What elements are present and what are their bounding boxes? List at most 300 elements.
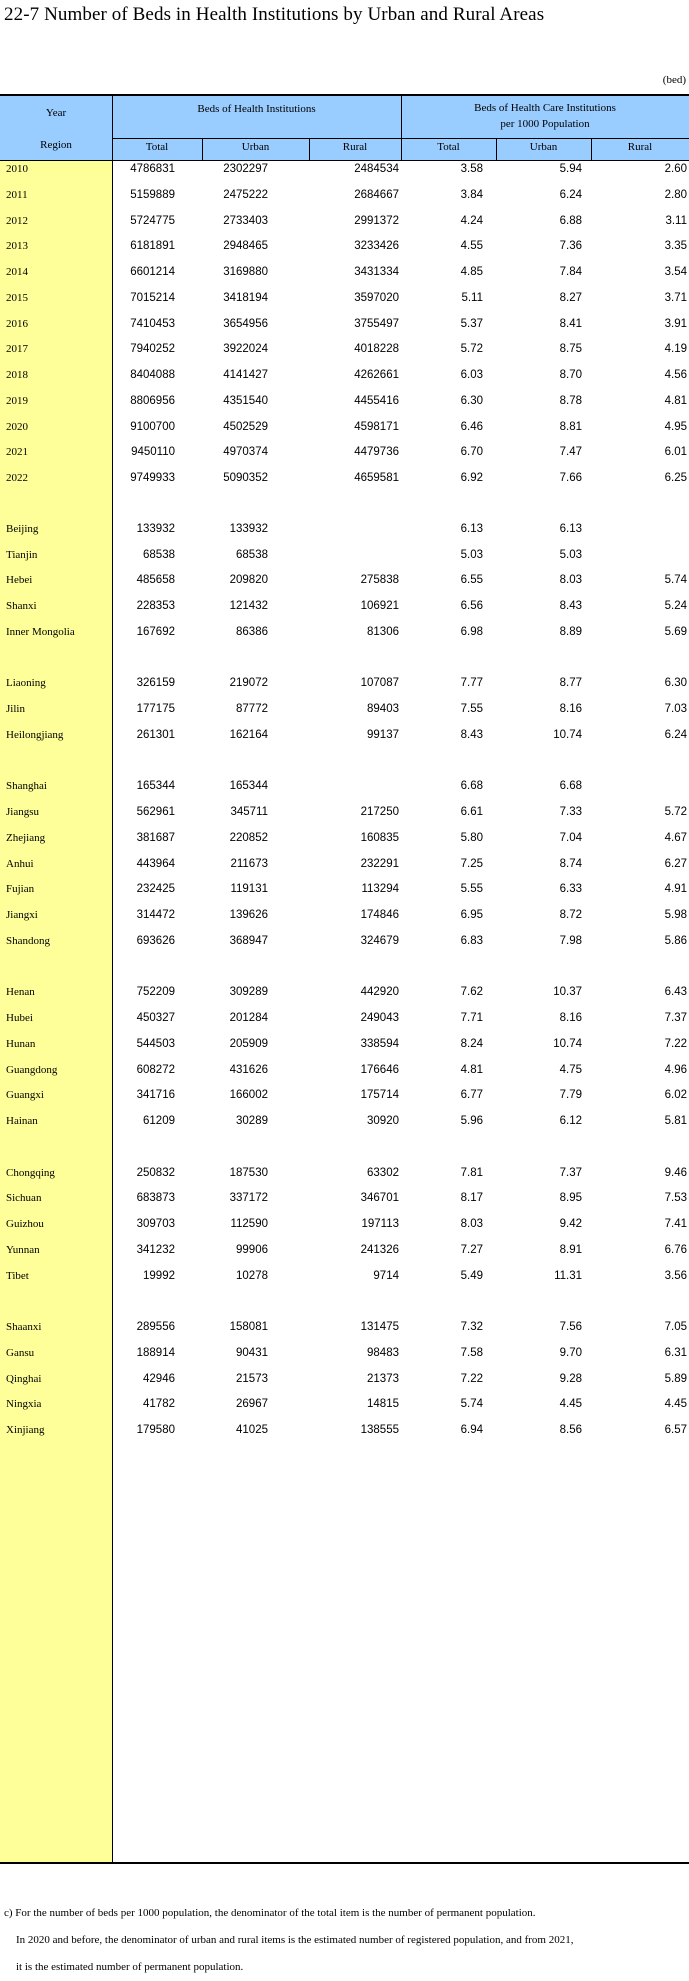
table-cell: 7.77 bbox=[460, 677, 483, 690]
table-cell: 5.74 bbox=[460, 1398, 483, 1411]
table-cell: 9450110 bbox=[131, 446, 175, 459]
table-cell: 10.74 bbox=[553, 728, 582, 741]
header-col-urban: Urban bbox=[241, 141, 270, 153]
table-cell: 3.58 bbox=[460, 163, 483, 175]
table-row bbox=[0, 288, 689, 308]
table-cell: 608272 bbox=[136, 1063, 175, 1076]
table-cell: 99906 bbox=[236, 1243, 268, 1256]
table-cell: 3418194 bbox=[223, 291, 268, 304]
table-cell: 9.46 bbox=[664, 1166, 687, 1179]
row-label: Beijing bbox=[6, 522, 39, 535]
table-cell: 6.12 bbox=[559, 1115, 582, 1127]
table-cell: 162164 bbox=[229, 728, 268, 741]
table-cell: 9100700 bbox=[130, 420, 175, 433]
table-row bbox=[0, 1317, 689, 1337]
table-cell: 4.75 bbox=[559, 1063, 582, 1076]
table-cell: 7.58 bbox=[460, 1346, 483, 1359]
table-cell: 8.75 bbox=[559, 343, 582, 356]
table-cell: 4.24 bbox=[460, 214, 483, 227]
table-cell: 232425 bbox=[136, 883, 175, 896]
table-cell: 7.98 bbox=[559, 934, 582, 947]
table-cell: 6.61 bbox=[460, 806, 483, 818]
table-cell: 219072 bbox=[229, 677, 268, 690]
row-label: Jiangxi bbox=[6, 909, 38, 921]
table-cell: 443964 bbox=[136, 857, 175, 870]
row-label: 2013 bbox=[6, 240, 28, 253]
table-cell: 6.33 bbox=[559, 883, 582, 896]
table-cell: 7.36 bbox=[559, 240, 582, 253]
table-cell: 8.81 bbox=[559, 420, 582, 433]
row-label: Hainan bbox=[6, 1115, 38, 1127]
row-label: 2011 bbox=[6, 188, 28, 201]
table-cell: 3597020 bbox=[354, 291, 399, 304]
table-cell: 338594 bbox=[360, 1037, 399, 1050]
table-cell: 177175 bbox=[136, 703, 175, 715]
table-cell: 133932 bbox=[229, 522, 268, 535]
table-row bbox=[0, 699, 689, 719]
table-cell: 7.04 bbox=[559, 831, 582, 844]
table-row bbox=[0, 1266, 689, 1286]
table-cell: 7.05 bbox=[664, 1321, 687, 1333]
table-cell: 7015214 bbox=[130, 291, 175, 304]
table-cell: 6.68 bbox=[559, 780, 582, 793]
table-cell: 41782 bbox=[143, 1398, 175, 1411]
table-cell: 8.16 bbox=[559, 703, 582, 715]
table-cell: 8.70 bbox=[559, 369, 582, 381]
table-row bbox=[0, 1060, 689, 1080]
table-row bbox=[0, 1188, 689, 1208]
row-label: Guangxi bbox=[6, 1089, 44, 1102]
table-cell: 10278 bbox=[236, 1269, 268, 1282]
table-cell: 4351540 bbox=[223, 394, 268, 407]
table-cell: 4.55 bbox=[460, 240, 483, 253]
table-cell: 7.32 bbox=[460, 1321, 483, 1333]
table-cell: 346701 bbox=[360, 1192, 399, 1205]
table-row bbox=[0, 391, 689, 411]
table-cell: 5.72 bbox=[664, 806, 687, 818]
table-cell: 6.95 bbox=[460, 909, 483, 921]
table-cell: 8.77 bbox=[559, 677, 582, 690]
table-cell: 87772 bbox=[236, 703, 268, 715]
row-label: Tibet bbox=[6, 1269, 29, 1282]
table-cell: 6.31 bbox=[664, 1346, 687, 1359]
table-cell: 3.11 bbox=[665, 214, 687, 227]
table-cell: 7.71 bbox=[460, 1012, 483, 1024]
table-cell: 249043 bbox=[360, 1012, 399, 1024]
table-cell: 6.56 bbox=[460, 600, 483, 612]
table-cell: 4455416 bbox=[354, 394, 399, 407]
table-row bbox=[0, 1343, 689, 1363]
table-cell: 7.27 bbox=[460, 1243, 483, 1256]
header-col-total: Total bbox=[145, 141, 169, 153]
row-label: Shanghai bbox=[6, 780, 47, 793]
table-cell: 6.03 bbox=[460, 369, 483, 381]
table-cell: 6.13 bbox=[559, 522, 582, 535]
table-cell: 6.88 bbox=[559, 214, 582, 227]
table-cell: 167692 bbox=[136, 625, 175, 638]
table-cell: 89403 bbox=[367, 703, 399, 715]
footnote-line: it is the estimated number of permanent population. bbox=[16, 1961, 244, 1973]
header-group-per1000-line2: per 1000 Population bbox=[500, 118, 590, 130]
header-region: Region bbox=[40, 139, 72, 151]
table-cell: 6.77 bbox=[460, 1089, 483, 1102]
table-cell: 5724775 bbox=[130, 214, 175, 227]
table-cell: 197113 bbox=[361, 1218, 399, 1230]
table-cell: 14815 bbox=[367, 1398, 399, 1411]
table-cell: 368947 bbox=[229, 934, 268, 947]
table-cell: 41025 bbox=[236, 1424, 268, 1436]
row-label: Hunan bbox=[6, 1037, 36, 1050]
table-cell: 205909 bbox=[229, 1037, 268, 1050]
row-label: Tianjin bbox=[6, 548, 38, 561]
table-cell: 7.22 bbox=[460, 1372, 483, 1385]
table-cell: 209820 bbox=[229, 574, 268, 587]
row-label: Inner Mongolia bbox=[6, 625, 75, 638]
table-row bbox=[0, 519, 689, 539]
col-divider bbox=[496, 138, 497, 160]
table-bottom-rule bbox=[0, 1862, 689, 1864]
table-cell: 326159 bbox=[136, 677, 175, 690]
table-row bbox=[0, 905, 689, 925]
table-cell: 5.81 bbox=[664, 1115, 687, 1127]
table-cell: 98483 bbox=[367, 1346, 399, 1359]
table-row bbox=[0, 211, 689, 231]
stub-divider bbox=[112, 94, 113, 1864]
table-row bbox=[0, 1085, 689, 1105]
table-cell: 61209 bbox=[143, 1115, 175, 1127]
table-cell: 10.74 bbox=[553, 1037, 582, 1050]
table-row bbox=[0, 776, 689, 796]
table-cell: 5.55 bbox=[460, 883, 483, 896]
row-label: 2012 bbox=[6, 214, 28, 227]
table-cell: 228353 bbox=[136, 600, 175, 612]
table-cell: 2.60 bbox=[664, 163, 687, 175]
table-cell: 9714 bbox=[373, 1269, 399, 1282]
table-cell: 188914 bbox=[136, 1346, 175, 1359]
table-cell: 5.49 bbox=[460, 1269, 483, 1282]
header-group-per1000-line1: Beds of Health Care Institutions bbox=[474, 102, 616, 114]
table-cell: 4.67 bbox=[664, 831, 687, 844]
table-cell: 7.03 bbox=[664, 703, 687, 715]
table-cell: 9.28 bbox=[559, 1372, 582, 1385]
row-label: Shanxi bbox=[6, 600, 37, 612]
row-label: Henan bbox=[6, 986, 35, 999]
table-cell: 241326 bbox=[360, 1243, 399, 1256]
table-cell: 10.37 bbox=[553, 986, 582, 999]
row-label: 2017 bbox=[6, 343, 28, 356]
row-label: Jiangsu bbox=[6, 806, 39, 818]
table-cell: 3.54 bbox=[664, 266, 687, 278]
table-cell: 174846 bbox=[360, 909, 399, 921]
table-cell: 4.85 bbox=[460, 266, 483, 278]
table-cell: 5.03 bbox=[559, 548, 582, 561]
table-cell: 4.81 bbox=[664, 394, 687, 407]
table-cell: 5.72 bbox=[460, 343, 483, 356]
row-label: 2022 bbox=[6, 472, 28, 484]
table-row bbox=[0, 545, 689, 565]
row-label: Hubei bbox=[6, 1012, 33, 1024]
table-row bbox=[0, 1394, 689, 1414]
table-cell: 220852 bbox=[229, 831, 268, 844]
table-cell: 6.02 bbox=[664, 1089, 687, 1102]
table-row bbox=[0, 1111, 689, 1131]
table-cell: 63302 bbox=[367, 1166, 399, 1179]
table-row bbox=[0, 802, 689, 822]
table-cell: 2991372 bbox=[354, 214, 399, 227]
table-row bbox=[0, 879, 689, 899]
table-cell: 86386 bbox=[236, 625, 268, 638]
group-divider bbox=[401, 94, 402, 160]
table-cell: 179580 bbox=[136, 1424, 175, 1436]
table-cell: 4.45 bbox=[559, 1398, 582, 1411]
table-cell: 7.37 bbox=[664, 1012, 687, 1024]
table-cell: 6.13 bbox=[460, 522, 483, 535]
table-cell: 21573 bbox=[236, 1372, 268, 1385]
table-cell: 6.68 bbox=[460, 780, 483, 793]
table-cell: 4.81 bbox=[460, 1063, 483, 1076]
table-cell: 8.56 bbox=[559, 1424, 582, 1436]
table-cell: 341716 bbox=[136, 1089, 175, 1102]
table-cell: 4.95 bbox=[664, 420, 687, 433]
table-cell: 8.27 bbox=[559, 291, 582, 304]
table-cell: 99137 bbox=[367, 728, 399, 741]
table-cell: 5.69 bbox=[664, 625, 687, 638]
table-cell: 6.01 bbox=[664, 446, 687, 459]
table-cell: 8806956 bbox=[130, 394, 175, 407]
row-label: Sichuan bbox=[6, 1192, 42, 1205]
table-cell: 112590 bbox=[230, 1218, 268, 1230]
table-cell: 4141427 bbox=[223, 369, 268, 381]
table-cell: 4659581 bbox=[354, 472, 399, 484]
table-cell: 6.27 bbox=[664, 857, 687, 870]
table-row bbox=[0, 570, 689, 590]
table-cell: 2484534 bbox=[354, 163, 399, 175]
table-cell: 381687 bbox=[136, 831, 175, 844]
row-label: Yunnan bbox=[6, 1243, 40, 1256]
table-cell: 19992 bbox=[143, 1269, 175, 1282]
table-cell: 6.30 bbox=[460, 394, 483, 407]
table-cell: 5.24 bbox=[664, 600, 687, 612]
table-cell: 431626 bbox=[229, 1063, 268, 1076]
table-cell: 8.41 bbox=[559, 317, 582, 330]
table-cell: 160835 bbox=[360, 831, 399, 844]
row-label: Heilongjiang bbox=[6, 728, 64, 741]
table-cell: 165344 bbox=[229, 780, 268, 793]
table-cell: 11.31 bbox=[554, 1269, 582, 1282]
table-cell: 107087 bbox=[360, 677, 399, 690]
table-cell: 314472 bbox=[136, 909, 175, 921]
table-cell: 544503 bbox=[136, 1037, 175, 1050]
table-cell: 6.24 bbox=[664, 728, 687, 741]
table-cell: 7.56 bbox=[559, 1321, 582, 1333]
table-cell: 3233426 bbox=[354, 240, 399, 253]
table-cell: 7.84 bbox=[559, 266, 582, 278]
table-cell: 106921 bbox=[360, 600, 399, 612]
table-cell: 7.53 bbox=[664, 1192, 687, 1205]
table-cell: 42946 bbox=[143, 1372, 175, 1385]
table-cell: 7940252 bbox=[130, 343, 175, 356]
header-group-beds: Beds of Health Institutions bbox=[197, 103, 316, 115]
table-cell: 211673 bbox=[230, 857, 268, 870]
table-row bbox=[0, 596, 689, 616]
table-row bbox=[0, 442, 689, 462]
table-cell: 7.47 bbox=[559, 446, 582, 459]
row-label: 2020 bbox=[6, 420, 28, 433]
row-label: 2018 bbox=[6, 369, 28, 381]
table-cell: 6.46 bbox=[460, 420, 483, 433]
table-cell: 6.57 bbox=[664, 1424, 687, 1436]
table-cell: 7.79 bbox=[559, 1089, 582, 1102]
table-cell: 5.94 bbox=[559, 163, 582, 175]
table-cell: 68538 bbox=[236, 548, 268, 561]
table-cell: 5090352 bbox=[223, 472, 268, 484]
table-cell: 81306 bbox=[367, 625, 399, 638]
table-top-rule bbox=[0, 94, 689, 96]
table-row bbox=[0, 417, 689, 437]
table-row bbox=[0, 622, 689, 642]
table-cell: 3431334 bbox=[354, 266, 399, 278]
table-cell: 6.43 bbox=[664, 986, 687, 999]
table-cell: 5.96 bbox=[460, 1115, 483, 1127]
unit-label: (bed) bbox=[662, 74, 686, 86]
table-cell: 176646 bbox=[360, 1063, 399, 1076]
row-label: Liaoning bbox=[6, 677, 46, 690]
row-label: Shaanxi bbox=[6, 1321, 42, 1333]
table-cell: 4018228 bbox=[354, 343, 399, 356]
table-row bbox=[0, 854, 689, 874]
table-cell: 7.22 bbox=[664, 1037, 687, 1050]
row-label: 2016 bbox=[6, 317, 28, 330]
row-label: 2010 bbox=[6, 163, 28, 175]
data-table bbox=[0, 94, 689, 1864]
table-cell: 119131 bbox=[230, 883, 268, 896]
table-cell: 309703 bbox=[136, 1218, 175, 1230]
table-cell: 4.56 bbox=[664, 369, 687, 381]
row-label: Gansu bbox=[6, 1346, 35, 1359]
table-cell: 166002 bbox=[229, 1089, 268, 1102]
table-cell: 250832 bbox=[136, 1166, 175, 1179]
table-cell: 4502529 bbox=[223, 420, 268, 433]
table-cell: 2.80 bbox=[664, 188, 687, 201]
table-cell: 683873 bbox=[136, 1192, 175, 1205]
table-cell: 3.35 bbox=[664, 240, 687, 253]
table-cell: 4.45 bbox=[664, 1398, 687, 1411]
header-col-total-per1000: Total bbox=[437, 141, 460, 153]
table-cell: 26967 bbox=[236, 1398, 268, 1411]
table-cell: 6.92 bbox=[460, 472, 483, 484]
table-row bbox=[0, 931, 689, 951]
table-cell: 165344 bbox=[136, 780, 175, 793]
table-cell: 5.11 bbox=[461, 291, 483, 304]
table-cell: 5.03 bbox=[460, 548, 483, 561]
table-cell: 3.84 bbox=[460, 188, 483, 201]
table-row bbox=[0, 236, 689, 256]
table-cell: 8.43 bbox=[460, 728, 483, 741]
table-cell: 8.43 bbox=[559, 600, 582, 612]
table-row bbox=[0, 262, 689, 282]
table-row bbox=[0, 365, 689, 385]
table-cell: 4.19 bbox=[664, 343, 687, 356]
table-cell: 113294 bbox=[361, 883, 399, 896]
table-row bbox=[0, 468, 689, 488]
table-cell: 5.86 bbox=[664, 934, 687, 947]
table-cell: 8.24 bbox=[460, 1037, 483, 1050]
row-label: Ningxia bbox=[6, 1398, 42, 1411]
table-cell: 442920 bbox=[360, 986, 399, 999]
table-cell: 6181891 bbox=[130, 240, 175, 253]
table-cell: 450327 bbox=[136, 1012, 175, 1024]
table-cell: 4970374 bbox=[223, 446, 268, 459]
table-cell: 3922024 bbox=[223, 343, 268, 356]
table-row bbox=[0, 673, 689, 693]
table-cell: 68538 bbox=[143, 548, 175, 561]
col-divider bbox=[591, 138, 592, 160]
row-label: 2021 bbox=[6, 446, 28, 459]
table-row bbox=[0, 339, 689, 359]
table-row bbox=[0, 1034, 689, 1054]
col-divider bbox=[309, 138, 310, 160]
row-label: Guangdong bbox=[6, 1063, 58, 1076]
table-cell: 275838 bbox=[360, 574, 399, 587]
table-cell: 6.70 bbox=[460, 446, 483, 459]
table-cell: 5.89 bbox=[664, 1372, 687, 1385]
table-cell: 21373 bbox=[367, 1372, 399, 1385]
table-cell: 7.37 bbox=[559, 1166, 582, 1179]
row-label: 2019 bbox=[6, 394, 28, 407]
header-col-rural: Rural bbox=[342, 141, 368, 153]
table-cell: 4.91 bbox=[664, 883, 687, 896]
table-cell: 8.16 bbox=[559, 1012, 582, 1024]
table-cell: 4262661 bbox=[354, 369, 399, 381]
table-cell: 4479736 bbox=[354, 446, 399, 459]
table-cell: 131475 bbox=[360, 1321, 399, 1333]
table-cell: 4598171 bbox=[354, 420, 399, 433]
table-cell: 4.96 bbox=[664, 1063, 687, 1076]
table-cell: 7.55 bbox=[460, 703, 483, 715]
row-label: Zhejiang bbox=[6, 831, 46, 844]
row-label: 2015 bbox=[6, 291, 28, 304]
table-cell: 337172 bbox=[229, 1192, 268, 1205]
table-cell: 261301 bbox=[136, 728, 175, 741]
table-cell: 562961 bbox=[136, 806, 175, 818]
table-row bbox=[0, 314, 689, 334]
table-cell: 7410453 bbox=[130, 317, 175, 330]
table-cell: 3654956 bbox=[223, 317, 268, 330]
table-cell: 30289 bbox=[236, 1115, 268, 1127]
table-cell: 5.74 bbox=[664, 574, 687, 587]
table-row bbox=[0, 1008, 689, 1028]
row-label: Jilin bbox=[6, 703, 25, 715]
table-cell: 7.66 bbox=[559, 472, 582, 484]
table-cell: 6.55 bbox=[460, 574, 483, 587]
stub-column-background bbox=[0, 94, 112, 1864]
row-label: Guizhou bbox=[6, 1218, 44, 1230]
table-cell: 30920 bbox=[367, 1115, 399, 1127]
table-cell: 3169880 bbox=[223, 266, 268, 278]
table-cell: 309289 bbox=[229, 986, 268, 999]
table-cell: 90431 bbox=[236, 1346, 268, 1359]
table-cell: 139626 bbox=[229, 909, 268, 921]
table-row bbox=[0, 1420, 689, 1440]
footnote-line: In 2020 and before, the denominator of urban and rural items is the estimated number of registered population, and from 2021, bbox=[16, 1934, 574, 1946]
table-cell: 6.98 bbox=[460, 625, 483, 638]
table-cell: 5159889 bbox=[130, 188, 175, 201]
table-cell: 2302297 bbox=[223, 163, 268, 175]
table-cell: 2475222 bbox=[223, 188, 268, 201]
footnotes bbox=[4, 1900, 573, 1981]
row-label: Chongqing bbox=[6, 1166, 55, 1179]
table-cell: 485658 bbox=[136, 574, 175, 587]
